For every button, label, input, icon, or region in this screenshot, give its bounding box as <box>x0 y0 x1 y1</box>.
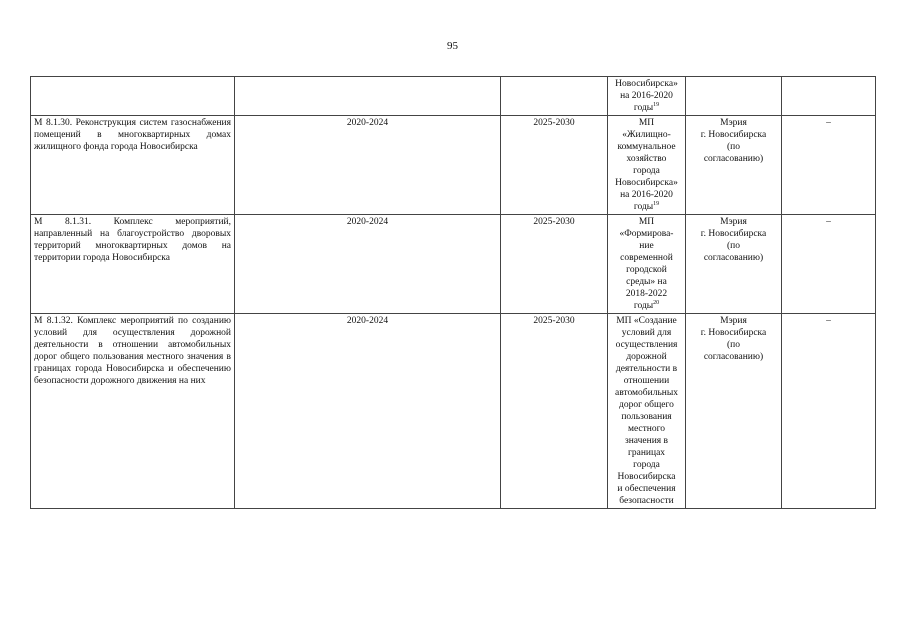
footnote-ref: 20 <box>653 299 660 306</box>
measure-cell <box>31 77 235 116</box>
footnote-ref: 19 <box>653 200 660 207</box>
note-cell: – <box>782 116 876 215</box>
executor-cell: Мэрия г. Новосибирска (по согласованию) <box>686 314 782 509</box>
executor-cell: Мэрия г. Новосибирска (по согласованию) <box>686 116 782 215</box>
footnote-ref: 19 <box>653 101 660 108</box>
period-1-cell: 2020-2024 <box>235 215 501 314</box>
note-cell: – <box>782 215 876 314</box>
period-2-cell: 2025-2030 <box>501 215 608 314</box>
table-row <box>31 116 876 215</box>
program-cell: МП «Создание условий для осуществления дорожной деятельности в отношении автомобильных дорог общего пользования местного значения в границах города Новосибирска и обеспечения безопасности <box>608 314 686 509</box>
period-1-cell: 2020-2024 <box>235 116 501 215</box>
executor-cell <box>686 77 782 116</box>
period-1-cell: 2020-2024 <box>235 314 501 509</box>
measure-cell: М 8.1.30. Реконструкция систем газоснабжения помещений в многоквартирных домах жилищного фонда города Новосибирска <box>31 116 235 215</box>
note-cell <box>782 77 876 116</box>
period-2-cell: 2025-2030 <box>501 116 608 215</box>
period-2-cell: 2025-2030 <box>501 314 608 509</box>
executor-cell: Мэрия г. Новосибирска (по согласованию) <box>686 215 782 314</box>
table-row-continuation <box>31 77 876 116</box>
measure-cell: М 8.1.31. Комплекс мероприятий, направленный на благоустройство дворовых территорий многоквартирных домов на территории города Новосибирска <box>31 215 235 314</box>
period-2-cell <box>501 77 608 116</box>
period-1-cell <box>235 77 501 116</box>
note-cell: – <box>782 314 876 509</box>
program-cell: МП «Жилищно- коммунальное хозяйство города Новосибирска» на 2016-2020 годы$^{19}$ <box>608 116 686 215</box>
program-cell: Новосибирска» на 2016-2020 годы$^{19}$ <box>608 77 686 116</box>
page-number: 95 <box>447 40 458 52</box>
measure-cell: М 8.1.32. Комплекс мероприятий по созданию условий для осуществления дорожной деятельности в отношении автомобильных дорог общего пользования местного значения в границах города Новосибирска и обеспечению безопасности дорожного движения на них <box>31 314 235 509</box>
program-cell: МП «Формирова- ние современной городской среды» на 2018-2022 годы$^{20}$ <box>608 215 686 314</box>
plan-table <box>30 76 876 509</box>
table-row <box>31 215 876 314</box>
table-row <box>31 314 876 509</box>
